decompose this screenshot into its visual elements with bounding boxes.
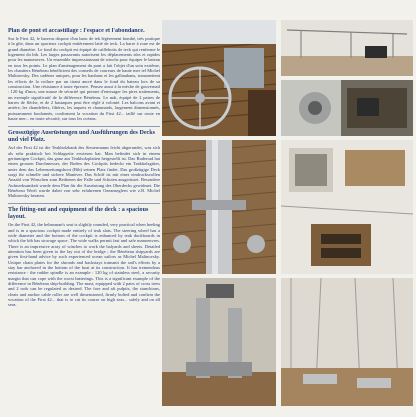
photo-hatch-art — [281, 140, 413, 274]
section-body-german: Auf der First 42 ist die Teakholzbank des Steuermanns leicht abgerundet, was sich als sehr praktisch bei Schlagseite erwiesen hat. Man befindet sich in einem geräumigen Cockpit, das ganz aus Teakholzplatten hergestellt ist. Das Ruderrad hat einen grossen Durchmesser, der Boden des Cockpits bedeckt ein Teakholzgitter, unter dem das Lebensrettungsboot (Bib) seinen Platz findet. Das großzügige Deck sorgt für schnelle und sichere Manöver. Das Schiff ist mit einer eindrucksvollen Anzahl von Winschen zum Bedienen der Falle und Schoten ausgerüstet. Besondere Aufmerksamkeit wurde dem Plan für die Ausrüstung des Oberdecks gewidmet. Die Bénéteau Werft wurde dabei von sehr erfahrenen Ozeanseglern wie z.B. Michel Malinovsky beraten. — [8, 145, 160, 199]
section-body-english: On the First 42, the helmsman's seat is slightly rounded, very practical when heeling and is in a spacious cockpit made entirely of teak slats. The steering wheel has a wide diameter and the bottom of the cockpit is enhanced by teak duckboards in which the bib has stowage space. The wide walks permit fast and safe manoeuvres. There is an impressive array of winches to work the halyards and sheets. Detailed attention has been given to the lay out of the bridge ; the Bénéteau shipyards are given first-hand advice by such experienced ocean sailors as Michel Malinovsky. Unique chain plates for the shrouds and backstays transmit the sail's efforts by a stay bar anchored in the bottom of the boat at its construction. It has tremendous resistance : the rudder spindle is an example : 120 kg of stainless steel, a security margin that can cope with the worst batterings. This is a significant example of the difference in Bénéteau ship-building. The mast, equipped with 2 pairs of cross trees and 2 rods can be regulated as desired. The fore and aft pulpits, the stanchions, cleats and anchor cable roller are well dimensioned, firmly bolted and confirm the vocation of the First 42... that is to cut its course on high seas... safely and on all seas. — [8, 222, 160, 308]
section-title-english: The fitting-out and equipment of the deck : a spacious layout. — [8, 207, 149, 221]
section-french — [8, 28, 160, 122]
photo-cockpit-wheel-art — [162, 20, 276, 136]
photo-mast-base — [162, 140, 276, 274]
photo-cockpit-wheel — [162, 20, 276, 136]
photo-winch-art — [281, 80, 413, 136]
text-column — [8, 28, 160, 406]
photo-stanchion-art — [162, 278, 276, 406]
photo-deck-pulpit — [281, 20, 413, 76]
photo-winch — [281, 80, 413, 136]
section-english — [8, 207, 160, 308]
section-divider — [8, 203, 160, 204]
photo-deck-cleats-art — [281, 278, 413, 406]
section-german — [8, 130, 160, 198]
section-title-german: Grosszügige Ausrüstungen und Ausführungen des Decks und viel Platz. — [8, 130, 156, 144]
section-body-french: Sur le First 42, le barreur dispose d'un banc de tek légèrement bombé, très pratique à la gîte, dans un spacieux cockpit entièrement latté de teck. La barre à roue est de grand diamètre. Le fond du cockpit est équipé de caillebotis de teck qui renferme le logement du bib. Les larges passavants autorisent les déplacements sûrs et rapides pour les manœuvres. Un ensemble impressionnant de winchs pour équiper le bateau en tous les points. Le plan d'aménagement du pont a fait l'objet d'un soin extrême, les chantiers Bénéteau bénéficient des conseils de coureurs de haute mer tel Michel Malinovsky. Des cadènes uniques, pour les haubans et les galhaubans, transmettent les efforts de la voilure par un tirant ancré dans le fond du bateau lors de sa construction. Une résistance à toute épreuve. Pensez aussi à la mèche de gouvernail : 120 kg d'inox, une masse de sécurité qui permet d'envisager les pires traitements, un exemple significatif de la différence Bénéteau. Le mât, équipé de 2 paires de barres de flèche, et de 2 bastaques peut être réglé à volonté. Les balcons avant et arrière, les chandeliers, filières, les taquets et chaumards, largement dimensionnés, puissamment boulonnés, confirment la vocation du First 42... taillé sur route en haute mer... en toute sécurité, sur tous les océans. — [8, 36, 160, 122]
photo-hatch — [281, 140, 413, 274]
section-title-french: Plan de pont et accastillage : l'espace et l'abondance. — [8, 28, 145, 34]
photo-mast-base-art — [162, 140, 276, 274]
photo-deck-cleats — [281, 278, 413, 406]
photo-deck-pulpit-art — [281, 20, 413, 76]
photo-stanchion — [162, 278, 276, 406]
section-divider — [8, 126, 160, 127]
